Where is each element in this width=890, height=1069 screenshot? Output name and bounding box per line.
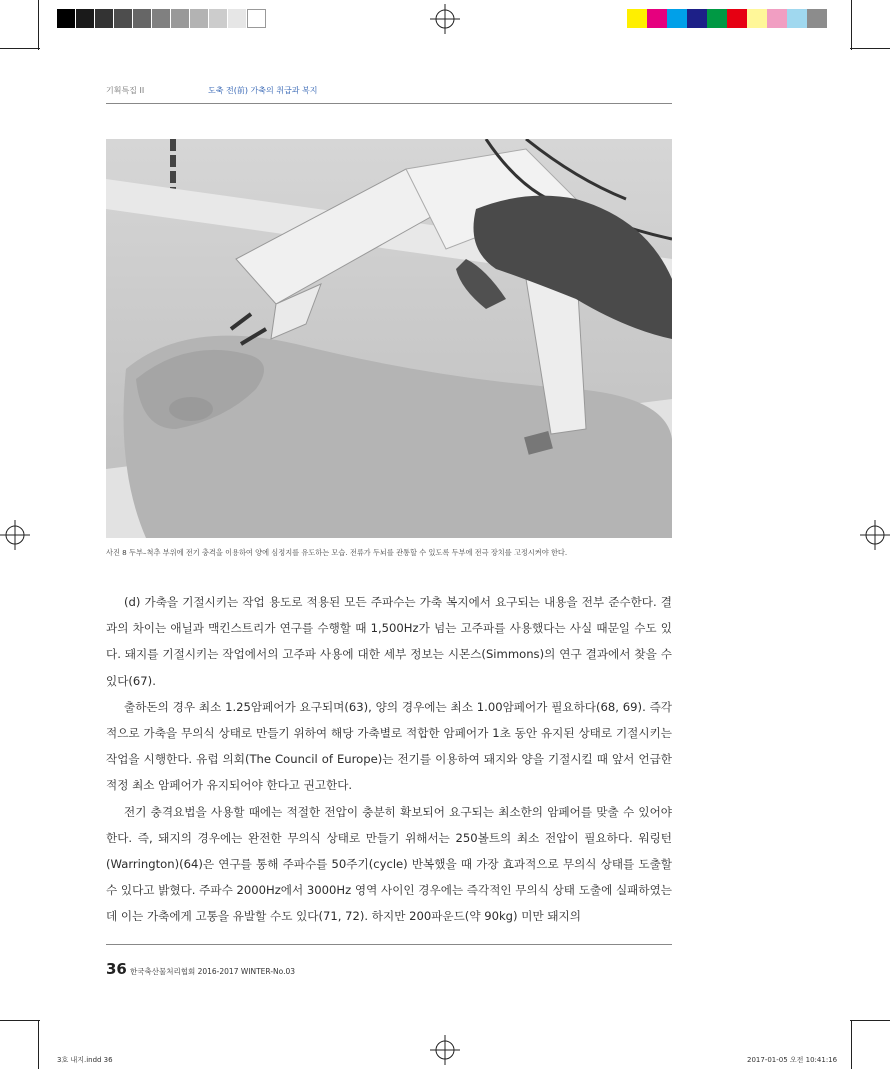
color-swatch — [647, 9, 667, 28]
grayscale-swatch — [76, 9, 95, 28]
grayscale-calibration-bar — [57, 9, 266, 28]
grayscale-swatch — [114, 9, 133, 28]
figure-photo — [106, 139, 672, 538]
body-paragraph: (d) 가축을 기절시키는 작업 용도로 적용된 모든 주파수는 가축 복지에서 요구되는 내용을 전부 준수한다. 결과의 차이는 애닐과 맥킨스트리가 연구를 수행할 때 1,500Hz가 넘는 고주파를 사용했다는 사실 때문일 수도 있다. 돼지를 기절시키는 작업에서의 고주파 사용에 대한 세부 정보는 시몬스(Simmons)의 연구 결과에서 찾을 수 있다(67). — [106, 595, 672, 688]
article-body — [106, 589, 672, 930]
color-swatch — [627, 9, 647, 28]
color-swatch — [767, 9, 787, 28]
print-slug-timestamp: 2017-01-05 오전 10:41:16 — [747, 1056, 838, 1064]
footer-divider — [106, 944, 672, 945]
color-swatch — [667, 9, 687, 28]
crop-mark — [850, 48, 890, 49]
color-swatch — [687, 9, 707, 28]
figure-caption: 사진 8 두부–척추 부위에 전기 충격을 이용하여 양에 심정지를 유도하는 모습. 전류가 두뇌를 관통할 수 있도록 두부에 전극 장치를 고정시켜야 한다. — [106, 548, 568, 557]
color-calibration-bar — [627, 9, 827, 28]
header-article-title: 도축 전(前) 가축의 취급과 복지 — [208, 86, 318, 95]
registration-mark-icon — [430, 1035, 460, 1065]
grayscale-swatch — [247, 9, 266, 28]
grayscale-swatch — [133, 9, 152, 28]
registration-mark-icon — [0, 520, 30, 550]
header-section-label: 기획특집 II — [106, 86, 145, 95]
page-number: 36 — [106, 960, 127, 978]
body-paragraph: 전기 충격요법을 사용할 때에는 적절한 전압이 충분히 확보되어 요구되는 최소한의 암페어를 맞출 수 있어야 한다. 즉, 돼지의 경우에는 완전한 무의식 상태로 만들기 위해서는 250볼트의 최소 전압이 필요하다. 워링턴(Warrington)(64)은 연구를 통해 주파수를 50주기(cycle) 반복했을 때 가장 효과적으로 무의식 상태를 도출할 수 있다고 밝혔다. 주파수 2000Hz에서 3000Hz 영역 사이인 경우에는 즉각적인 무의식 상태 도출에 실패하였는데 이는 가축에게 고통을 유발할 수도 있다(71, 72). 하지만 200파운드(약 90kg) 미만 돼지의 — [106, 804, 672, 924]
crop-mark — [38, 0, 39, 50]
crop-mark — [850, 1020, 890, 1021]
grayscale-swatch — [95, 9, 114, 28]
print-slug-file: 3호 내지.indd 36 — [57, 1056, 113, 1064]
grayscale-swatch — [209, 9, 228, 28]
grayscale-swatch — [171, 9, 190, 28]
crop-mark — [851, 1020, 852, 1069]
grayscale-swatch — [57, 9, 76, 28]
crop-mark — [851, 0, 852, 50]
body-paragraph: 출하돈의 경우 최소 1.25암페어가 요구되며(63), 양의 경우에는 최소 1.00암페어가 필요하다(68, 69). 즉각적으로 가축을 무의식 상태로 만들기 위하여 해당 가축별로 적합한 암페어가 1초 동안 유지된 상태로 기절시키는 작업을 시행한다. 유럽 의회(The Council of Europe)는 전기를 이용하여 돼지와 양을 기절시킬 때 앞서 언급한 적정 최소 암페어가 유지되어야 한다고 권고한다. — [106, 699, 672, 793]
color-swatch — [727, 9, 747, 28]
color-swatch — [787, 9, 807, 28]
sheep-stunning-photo — [106, 139, 672, 538]
color-swatch — [747, 9, 767, 28]
crop-mark — [0, 48, 40, 49]
grayscale-swatch — [152, 9, 171, 28]
crop-mark — [0, 1020, 40, 1021]
registration-mark-icon — [430, 4, 460, 34]
color-swatch — [707, 9, 727, 28]
color-swatch — [807, 9, 827, 28]
grayscale-swatch — [228, 9, 247, 28]
running-header — [106, 85, 672, 104]
publication-info: 한국축산물처리협회 2016-2017 WINTER-No.03 — [130, 967, 296, 976]
crop-mark — [38, 1020, 39, 1069]
grayscale-swatch — [190, 9, 209, 28]
registration-mark-icon — [860, 520, 890, 550]
